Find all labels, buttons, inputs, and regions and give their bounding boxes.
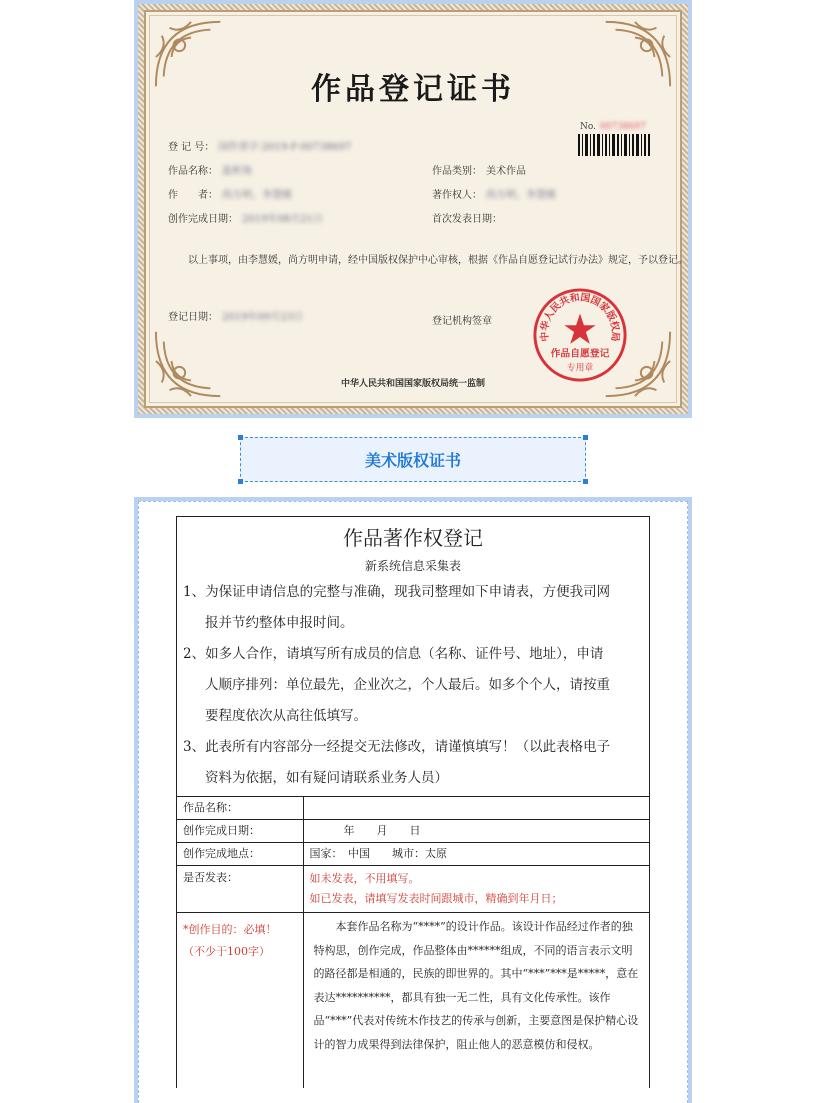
field-value: 蓝析饰 [222,166,252,177]
form-title: 作品著作权登记 [343,526,483,550]
field-value: 2019年08月21日 [242,214,323,225]
banner-corner-dot [583,435,588,440]
seal-ring-text: 中华人民共和国国家版权局 [539,292,621,342]
purpose-field[interactable] [303,913,649,1088]
note-line: 1、为保证申请信息的完整与准确，现我司整理如下申请表，方便我司网 [183,584,611,600]
field-label: 首次发表日期： [432,214,502,225]
field-reg-no [168,138,351,153]
registration-form [176,516,650,1088]
purpose-text: 本套作品名称为“****”的设计作品。该设计作品经过作者的独特构思，创作完成，作品整体由******组成，不同的语言表示文明的路径都是相通的，民族的即世界的。其中“***”***是*****，意在表达**********，都具有独一无二性，具有文化传承性。该作品“***”代表对传统木作技艺的传承与创新，主要意图是保护精心设计的智力成果得到法律保护，阻止他人的恶意模仿和侵权。 [313,920,639,1051]
row-label: 创作完成地点： [177,843,303,866]
table-row [177,820,649,843]
form-subtitle: 新系统信息采集表 [364,559,461,573]
field-label: 登记日期： [168,312,218,323]
row-label: 是否发表： [177,866,303,913]
certificate-statement: 以上事项，由李慧媛，尚方明申请，经中国版权保护中心审核，根据《作品自愿登记试行办法》规定，予以登记。 [188,255,688,266]
field-registration-date [168,308,303,323]
form-note-1 [177,577,649,639]
note-line: 2、如多人合作，请填写所有成员的信息（名称、证件号、地址），申请 [183,646,604,662]
field-category [432,162,526,177]
published-field[interactable] [303,866,649,913]
note-line: 人顺序排列：单位最先，企业次之，个人最后。如多个个人，请按重 [205,677,610,693]
banner-corner-dot [238,435,243,440]
form-note-2 [177,639,649,732]
table-row [177,866,649,913]
completion-place-field[interactable]: 国家： 中国 城市：太原 [303,843,649,866]
banner-corner-dot [583,479,588,484]
field-author [168,186,292,201]
table-row [177,913,649,1088]
note-line: 要程度依次从高往低填写。 [205,708,367,724]
field-first-publication [432,210,506,225]
banner-corner-dot [238,479,243,484]
field-value: 2019年09月23日 [222,312,303,323]
certificate-footer: 中华人民共和国国家版权局统一监制 [340,379,485,389]
field-owner [432,186,556,201]
certificate-title: 作品登记证书 [311,72,515,107]
field-value: 尚方明、李慧媛 [222,190,292,201]
table-row [177,843,649,866]
seal-bottom-text: 专用章 [566,363,594,374]
work-name-field[interactable] [303,797,649,820]
field-label: 著作权人： [432,190,482,201]
certificate-frame [134,0,692,418]
completion-date-value: 年 月 日 [343,824,421,837]
table-row [177,797,649,820]
field-work-name [168,162,252,177]
form-note-3 [177,732,649,796]
note-line: 3、此表所有内容部分一经提交无法修改，请谨慎填写！（以此表格电子 [183,739,611,755]
official-seal-icon [531,286,629,384]
field-seal-label: 登记机构签章 [432,316,492,327]
certificate-number [580,122,646,132]
row-label [177,913,303,1088]
form-table [177,796,649,1088]
note-line: 资料为依据，如有疑问请联系业务人员） [205,770,448,786]
field-label: 创作完成日期： [168,214,238,225]
field-label: 作 者： [168,190,218,201]
barcode-icon [578,134,650,156]
field-value: 尚方明、李慧媛 [486,190,556,201]
note-line: 报并节约整体申报时间。 [205,615,354,631]
field-label: 作品名称： [168,166,218,177]
form-dashed-border [138,501,688,1103]
certificate [144,10,688,408]
seal-center-text: 作品自愿登记 [550,348,610,360]
certificate-number-label: No. [580,122,596,132]
field-completion-date [168,210,323,225]
banner-text: 美术版权证书 [364,451,461,470]
field-label: 登 记 号： [168,142,215,153]
field-value: 美术作品 [486,166,526,177]
certificate-number-value: 00738697 [600,122,646,132]
field-value: 国作登字-2019-F-00738697 [218,142,352,153]
completion-date-field[interactable] [303,820,649,843]
purpose-label: *创作目的：必填！ [183,923,277,936]
published-hint-2: 如已发表，请填写发表时间跟城市，精确到年月日； [309,892,563,905]
field-label: 作品类别： [432,166,482,177]
section-banner [240,437,586,482]
form-frame [134,497,692,1103]
row-label: 创作完成日期： [177,820,303,843]
certificate-border [138,4,688,414]
published-hint-1: 如未发表，不用填写。 [309,872,420,885]
purpose-sublabel: （不少于100字） [183,945,270,958]
row-label: 作品名称： [177,797,303,820]
